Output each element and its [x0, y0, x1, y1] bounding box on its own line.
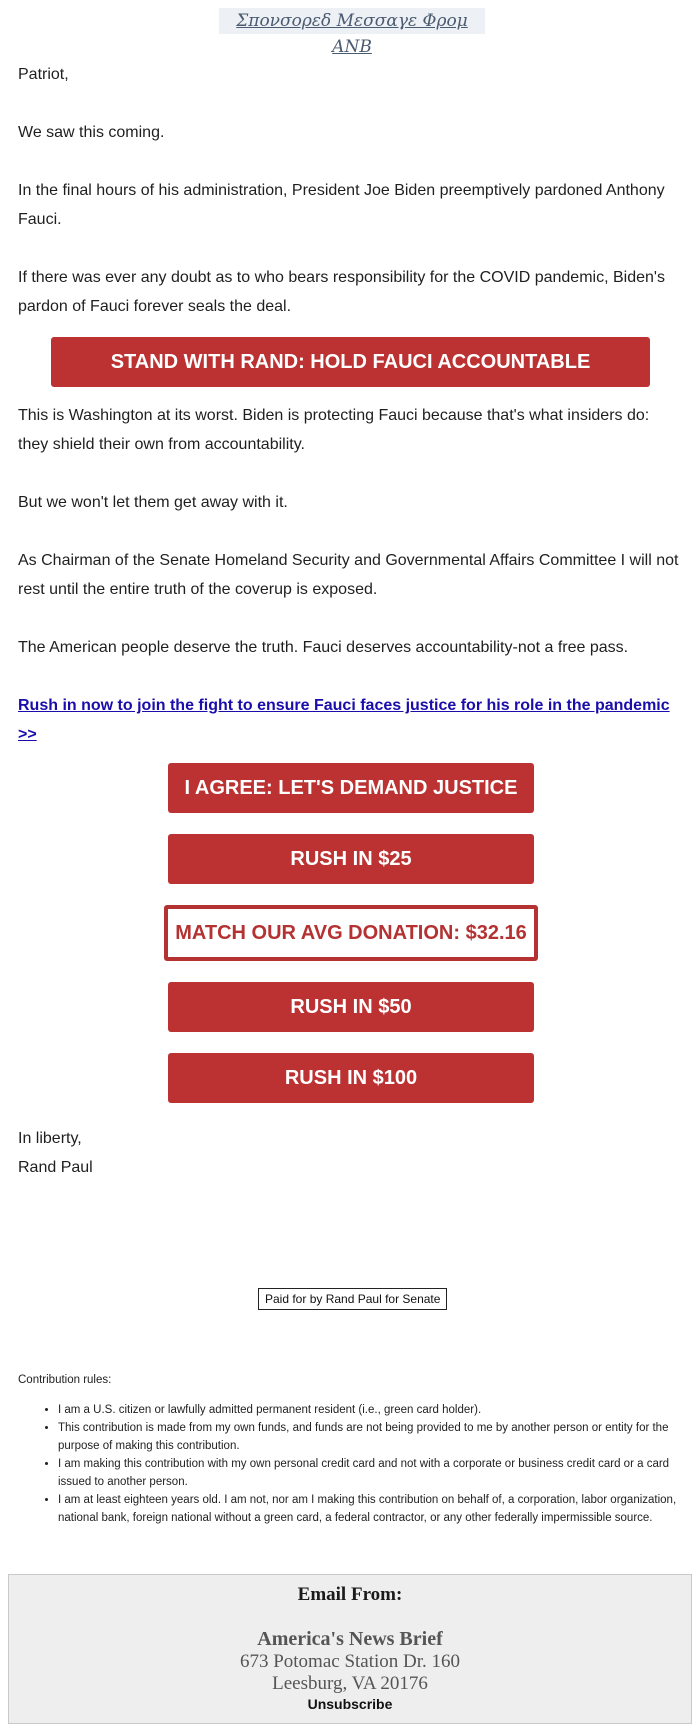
paragraph-1: We saw this coming.	[18, 124, 165, 141]
sender-footer	[8, 1574, 692, 1724]
sender-company: America's News Brief	[257, 1628, 443, 1650]
sender-address-line-2: Leesburg, VA 20176	[272, 1673, 428, 1694]
sender-address-line-1: 673 Potomac Station Dr. 160	[239, 1651, 461, 1672]
agree-demand-justice-button[interactable]: I AGREE: LET'S DEMAND JUSTICE	[168, 763, 534, 813]
rush-50-button[interactable]: RUSH IN $50	[168, 982, 534, 1032]
paid-for-disclaimer: Paid for by Rand Paul for Senate	[258, 1288, 447, 1310]
rule-item: • This contribution is made from my own funds, and funds are not being provided to me by another person or entity for the purpose of making this contribution.	[58, 1419, 683, 1455]
signoff	[18, 1124, 683, 1182]
rules-title: Contribution rules:	[18, 1374, 112, 1386]
rule-item: • I am a U.S. citizen or lawfully admitted permanent resident (i.e., green card holder).	[58, 1401, 683, 1419]
paragraph-3: If there was ever any doubt as to who bears responsibility for the COVID pandemic, Biden's pardon of Fauci forever seals the deal.	[18, 269, 665, 315]
contribution-rules	[18, 1371, 683, 1527]
rush-25-button[interactable]: RUSH IN $25	[168, 834, 534, 884]
join-fight-link[interactable]: Rush in now to join the fight to ensure Fauci faces justice for his role in the pandemic >>	[18, 697, 670, 743]
greeting: Patriot,	[18, 66, 69, 83]
email-body	[18, 60, 683, 1182]
rush-100-button[interactable]: RUSH IN $100	[168, 1053, 534, 1103]
signoff-line: In liberty,	[18, 1130, 82, 1147]
paragraph-2: In the final hours of his administration, President Joe Biden preemptively pardoned Anthony Fauci.	[18, 182, 665, 228]
unsubscribe-link[interactable]: Unsubscribe	[307, 1696, 393, 1712]
paragraph-7: The American people deserve the truth. Fauci deserves accountability-not a free pass.	[18, 639, 629, 656]
paragraph-6: As Chairman of the Senate Homeland Security and Governmental Affairs Committee I will not rest until the entire truth of the coverup is exposed.	[18, 552, 679, 598]
paragraph-4: This is Washington at its worst. Biden is protecting Fauci because that's what insiders do: they shield their own from accountability.	[18, 407, 650, 453]
hold-fauci-accountable-button[interactable]: STAND WITH RAND: HOLD FAUCI ACCOUNTABLE	[51, 337, 650, 387]
match-avg-donation-button[interactable]: MATCH OUR AVG DONATION: $32.16	[164, 905, 538, 961]
signer-name: Rand Paul	[18, 1159, 93, 1176]
rule-item: • I am making this contribution with my own personal credit card and not with a corporate or business credit card or a card issued to another person.	[58, 1455, 683, 1491]
donation-button-stack	[18, 763, 683, 1103]
rule-item: • I am at least eighteen years old. I am not, nor am I making this contribution on behalf of, a corporation, labor organization, national bank, foreign national without a green card, a federal contractor, or any other federally impermissible source.	[58, 1491, 683, 1527]
footer-heading: Email From:	[297, 1584, 403, 1605]
rules-list	[18, 1401, 683, 1527]
paragraph-5: But we won't let them get away with it.	[18, 494, 288, 511]
sponsor-banner[interactable]: Σπονσορεδ Μεσσαγε Φρομ ΑΝΒ	[219, 8, 485, 34]
